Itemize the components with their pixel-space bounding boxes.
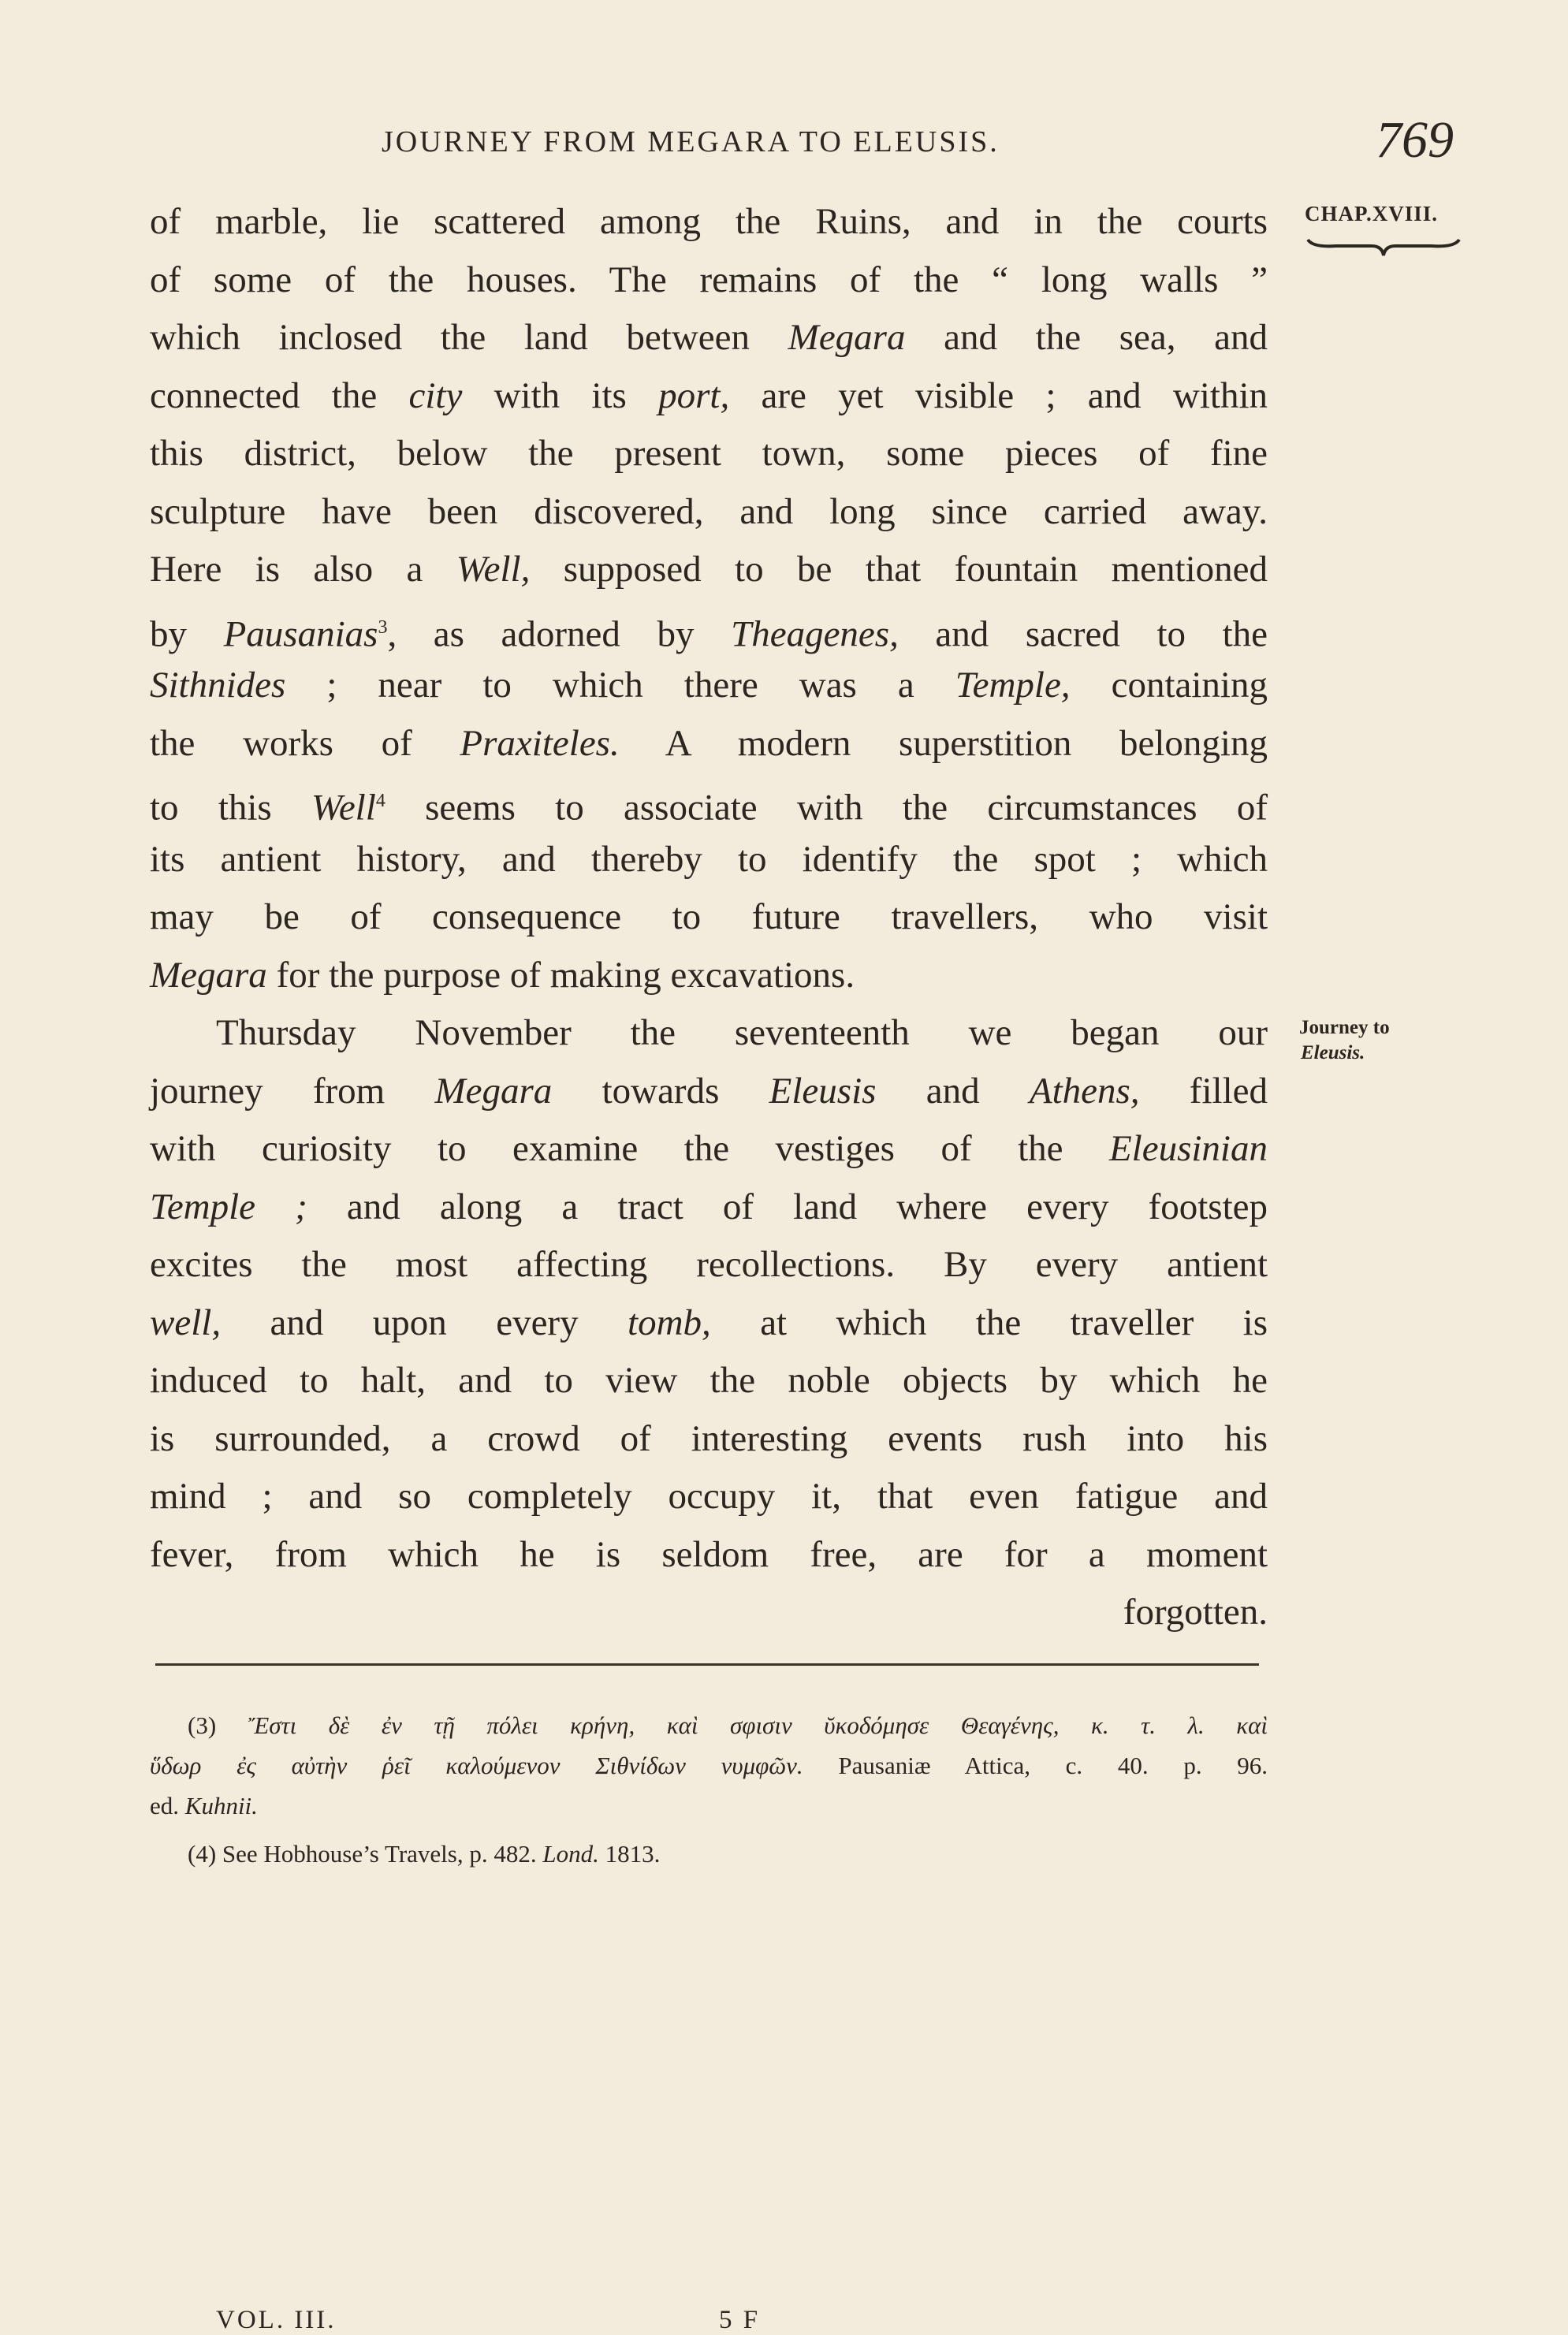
text-line: Megara for the purpose of making excavations. <box>150 954 855 996</box>
gathering-signature: 5 F <box>719 2306 761 2334</box>
text-line: its antient history, and thereby to identify the spot ; which <box>150 838 1268 880</box>
text-line: Thursday November the seventeenth we began our <box>216 1012 1268 1053</box>
text-line: forgotten. <box>1123 1592 1268 1633</box>
volume-signature: VOL. III. <box>216 2306 337 2334</box>
text-line: with curiosity to examine the vestiges of the Eleusinian <box>150 1128 1268 1169</box>
text-line: connected the city with its port, are yet visible ; and within <box>150 374 1268 416</box>
footnote-ref-4: 4 <box>375 791 385 811</box>
margin-note <box>1299 1015 1390 1066</box>
text-line: of some of the houses. The remains of the “ long walls ” <box>150 259 1268 300</box>
text-line: by Pausanias$^3$, as adorned by Theagenes, and sacred to the <box>150 613 1268 655</box>
footnote-4: (4) See Hobhouse’s Travels, p. 482. Lond. 1813. <box>188 1840 661 1868</box>
page-number: 769 <box>1376 111 1454 169</box>
text-line: is surrounded, a crowd of interesting events rush into his <box>150 1417 1268 1459</box>
text-line: the works of Praxiteles. A modern superstition belonging <box>150 722 1268 764</box>
text-line: sculpture have been discovered, and long since carried away. <box>150 490 1268 532</box>
margin-note-line1: Journey to <box>1299 1017 1390 1038</box>
text-line: fever, from which he is seldom free, are for a moment <box>150 1533 1268 1575</box>
text-line: excites the most affecting recollections. By every antient <box>150 1244 1268 1285</box>
text-line: Here is also a Well, supposed to be that fountain mentioned <box>150 549 1268 590</box>
text-line: this district, below the present town, some pieces of fine <box>150 433 1268 474</box>
text-line: journey from Megara towards Eleusis and Athens, filled <box>150 1070 1268 1112</box>
running-title: JOURNEY FROM MEGARA TO ELEUSIS. <box>382 125 1000 158</box>
text-line: Sithnides ; near to which there was a Temple, containing <box>150 665 1268 706</box>
text-line: to this Well$^4$ seems to associate with the circumstances of <box>150 787 1268 829</box>
text-line: induced to halt, and to view the noble objects by which he <box>150 1360 1268 1401</box>
text-line: which inclosed the land between Megara and the sea, and <box>150 317 1268 358</box>
text-line: may be of consequence to future travellers, who visit <box>150 896 1268 937</box>
footnotes <box>150 1705 1268 1874</box>
text-line: Temple ; and along a tract of land where every footstep <box>150 1186 1268 1227</box>
text-line: well, and upon every tomb, at which the traveller is <box>150 1302 1268 1343</box>
margin-note-line2: Eleusis. <box>1301 1042 1365 1063</box>
main-text <box>150 193 1268 1642</box>
footnote-ref-3: 3 <box>378 616 388 638</box>
text-line: mind ; and so completely occupy it, that even fatigue and <box>150 1476 1268 1517</box>
footnote-3-line1: (3) Ἔστι δὲ ἐν τῇ πόλει κρήνη, καὶ σφισιν ῠκοδόμησε Θεαγένης, κ. τ. λ. καὶ <box>188 1711 1268 1739</box>
text-line: of marble, lie scattered among the Ruins, and in the courts <box>150 201 1268 242</box>
chapter-marker: CHAP.XVIII. <box>1305 202 1439 225</box>
chapter-brace-ornament <box>1305 236 1462 259</box>
footnote-3-line2: ὕδωρ ἐς αὐτὴν ῥεῖ καλούμενον Σιθνίδων νυμφῶν. Pausaniæ Attica, c. 40. p. 96. <box>150 1752 1268 1779</box>
footnote-3-line3: ed. Kuhnii. <box>150 1792 258 1819</box>
footnote-rule <box>155 1663 1259 1666</box>
